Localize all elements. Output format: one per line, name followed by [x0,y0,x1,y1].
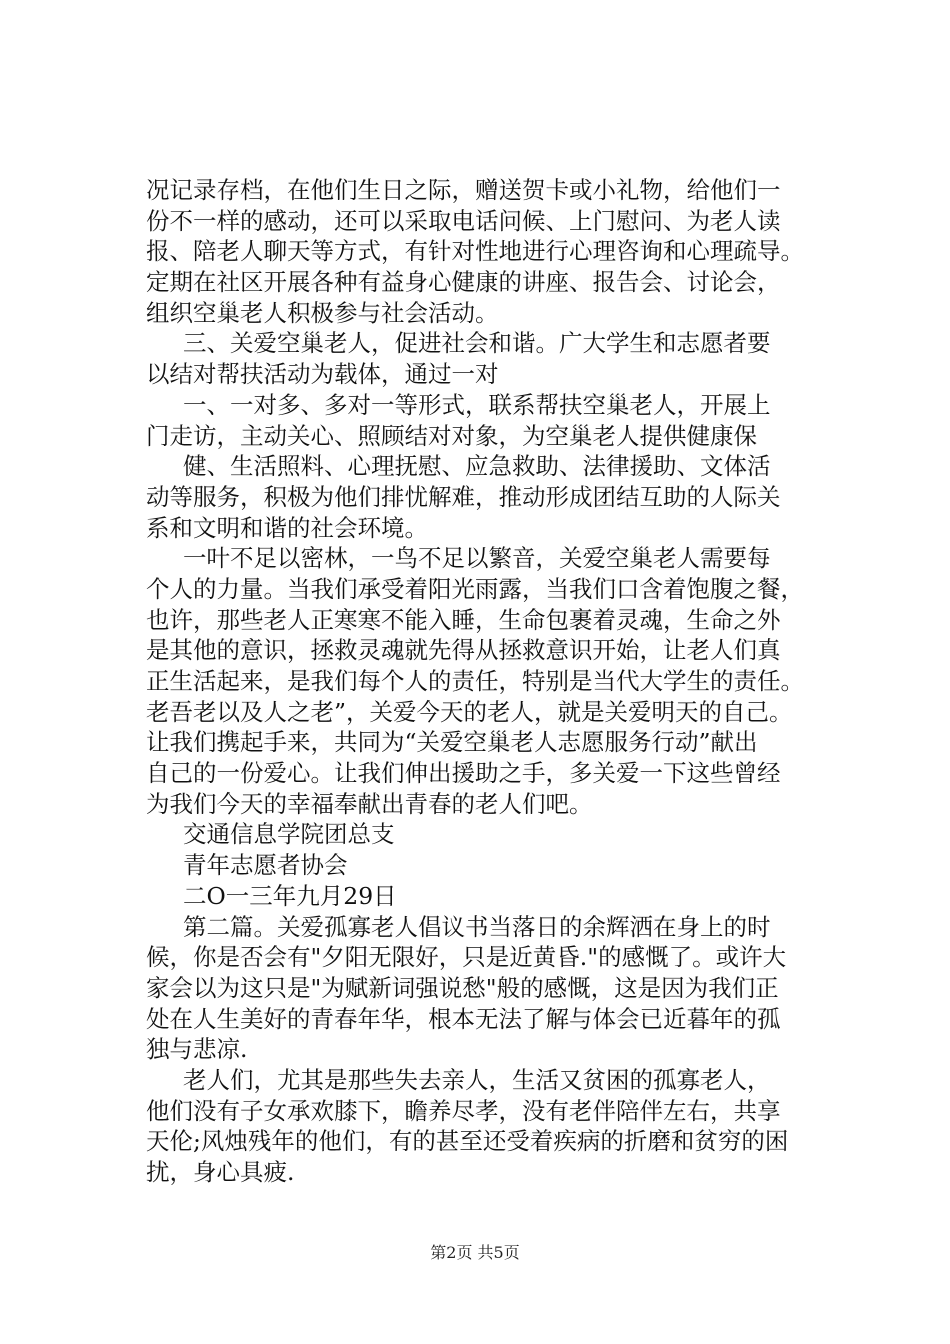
text-line: 为我们今天的幸福奉献出青春的老人们吧。 [146,789,593,818]
text-line: 况记录存档，在他们生日之际，赠送贺卡或小礼物，给他们一 [146,176,781,204]
text-line: 二O一三年九月29日 [183,881,397,910]
text-line: 天伦;风烛残年的他们，有的甚至还受着疾病的折磨和贫穷的困 [146,1127,789,1156]
text-line: 定期在社区开展各种有益身心健康的讲座、报告会、讨论会， [146,268,781,297]
text-line: 老人们，尤其是那些失去亲人，生活又贫困的孤寡老人， [183,1065,771,1094]
text-line: 个人的力量。当我们承受着阳光雨露，当我们口含着饱腹之餐， [146,574,804,603]
text-line: 是其他的意识，拯救灵魂就先得从拯救意识开始，让老人们真 [146,636,781,665]
document-body [146,175,866,1188]
text-line: 他们没有子女承欢膝下，瞻养尽孝，没有老伴陪伴左右，共享 [146,1096,781,1125]
text-line: 一叶不足以密林，一鸟不足以繁音，关爱空巢老人需要每 [183,544,771,573]
text-line: 自己的一份爱心。让我们伸出援助之手，多关爱一下这些曾经 [146,759,781,788]
text-line: 组织空巢老人积极参与社会活动。 [146,298,499,327]
text-line: 也许，那些老人正寒寒不能入睡，生命包裹着灵魂，生命之外 [146,605,781,634]
text-line: 系和文明和谐的社会环境。 [146,513,428,542]
text-line: 报、陪老人聊天等方式，有针对性地进行心理咨询和心理疏导。 [146,237,804,266]
text-line: 正生活起来，是我们每个人的责任，特别是当代大学生的责任。 [146,667,804,695]
text-line: 三、关爱空巢老人，促进社会和谐。广大学生和志愿者要 [183,329,771,358]
text-line: 交通信息学院团总支 [183,820,395,849]
page-footer: 第2页 共5页 [430,1243,520,1262]
text-line: 处在人生美好的青春年华，根本无法了解与体会已近暮年的孤 [146,1004,781,1033]
text-line: 扰，身心具疲. [146,1158,295,1186]
text-line: 动等服务，积极为他们排忧解难，推动形成团结互助的人际关 [146,482,781,511]
text-line: 青年志愿者协会 [183,851,348,880]
text-line: 健、生活照料、心理抚慰、应急救助、法律援助、文体活 [183,452,771,481]
text-line: 第二篇。关爱孤寡老人倡议书当落日的余辉洒在身上的时 [183,912,771,941]
text-line: 候，你是否会有"夕阳无限好，只是近黄昏."的感慨了。或许大 [146,943,787,972]
text-line: 份不一样的感动，还可以采取电话问候、上门慰问、为老人读 [146,206,781,235]
text-line: 独与悲凉. [146,1035,248,1064]
text-line: 家会以为这只是"为赋新词强说愁"般的感慨，这是因为我们正 [146,973,779,1002]
text-line: 老吾老以及人之老”，关爱今天的老人，就是关爱明天的自己。 [146,697,793,726]
text-line: 门走访，主动关心、照顾结对对象，为空巢老人提供健康保 [146,421,757,450]
text-line: 以结对帮扶活动为载体，通过一对 [146,360,499,389]
text-line: 让我们携起手来，共同为“关爱空巢老人志愿服务行动”献出 [146,728,758,757]
text-line: 一、一对多、多对一等形式，联系帮扶空巢老人，开展上 [183,390,771,419]
